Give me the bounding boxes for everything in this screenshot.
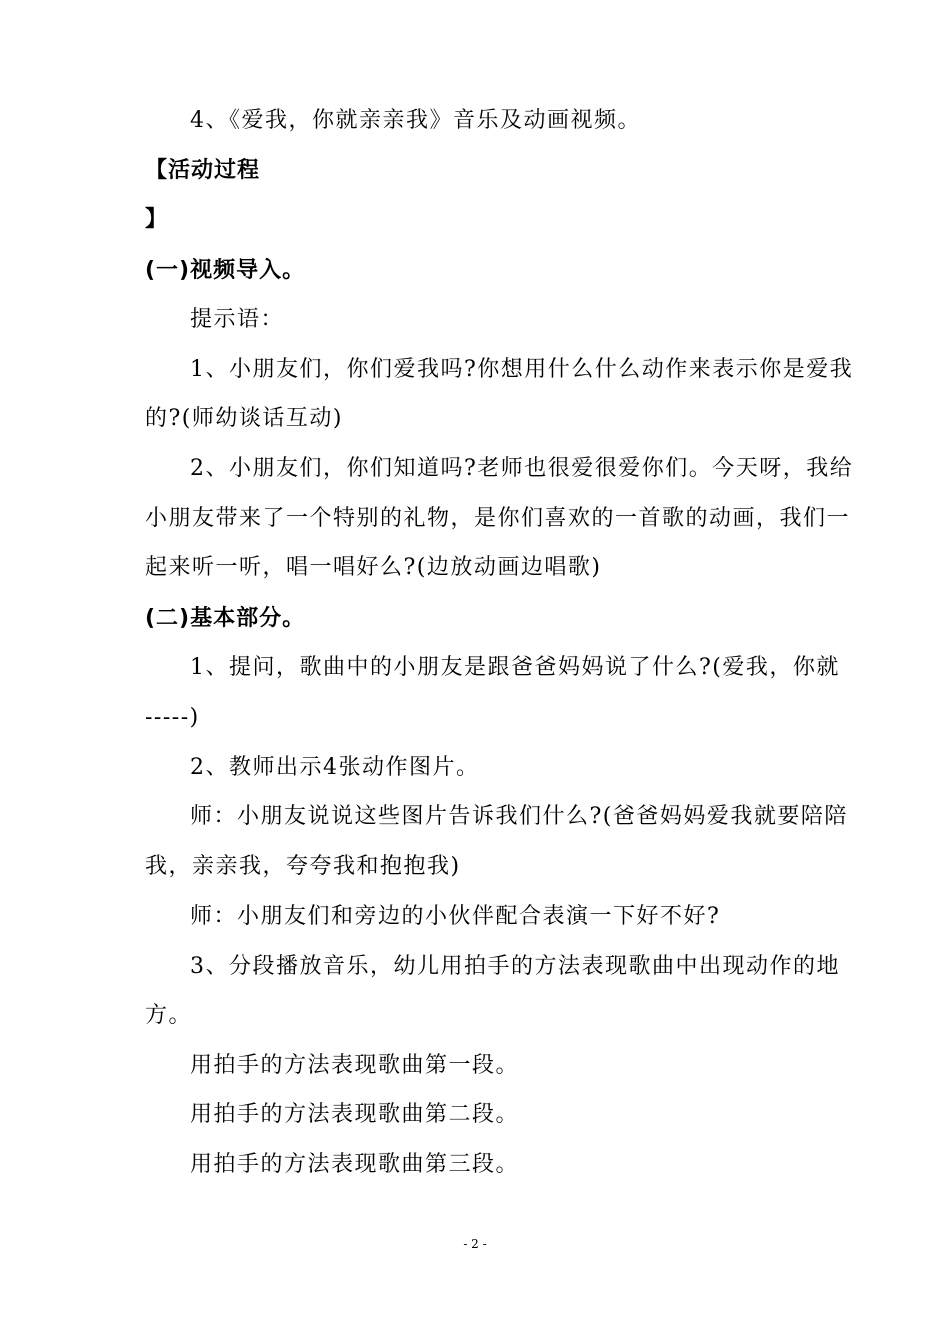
paragraph-line: 3、分段播放音乐，幼儿用拍手的方法表现歌曲中出现动作的地 xyxy=(190,954,840,979)
paragraph-line: 用拍手的方法表现歌曲第一段。 xyxy=(190,1053,520,1078)
paragraph-line: 起来听一听，唱一唱好么?(边放动画边唱歌) xyxy=(145,555,602,580)
paragraph-line: 2、教师出示4张动作图片。 xyxy=(190,755,480,780)
paragraph-line: 方。 xyxy=(145,1003,193,1028)
paragraph-line: 2、小朋友们，你们知道吗?老师也很爱很爱你们。今天呀，我给 xyxy=(190,456,854,481)
subheading-basic-part: (二)基本部分。 xyxy=(145,606,306,631)
paragraph-line: 的?(师幼谈话互动) xyxy=(145,406,343,431)
paragraph-line: -----) xyxy=(145,705,200,730)
paragraph-line: 1、提问，歌曲中的小朋友是跟爸爸妈妈说了什么?(爱我，你就 xyxy=(190,655,840,680)
paragraph-prompt-label: 提示语： xyxy=(190,307,285,332)
page-number: - 2 - xyxy=(463,1237,487,1251)
paragraph-line: 师：小朋友们和旁边的小伙伴配合表演一下好不好? xyxy=(190,904,721,929)
materials-item-4: 4、《爱我，你就亲亲我》音乐及动画视频。 xyxy=(190,108,641,133)
paragraph-line: 小朋友带来了一个特别的礼物，是你们喜欢的一首歌的动画，我们一 xyxy=(145,506,851,531)
paragraph-line: 用拍手的方法表现歌曲第二段。 xyxy=(190,1102,520,1127)
subheading-video-intro: (一)视频导入。 xyxy=(145,258,306,283)
section-heading-activity-process: 【活动过程 xyxy=(145,158,261,183)
paragraph-line: 我，亲亲我，夸夸我和抱抱我) xyxy=(145,854,461,879)
paragraph-line: 用拍手的方法表现歌曲第三段。 xyxy=(190,1152,520,1177)
paragraph-line: 师：小朋友说说这些图片告诉我们什么?(爸爸妈妈爱我就要陪陪 xyxy=(190,804,848,829)
section-heading-bracket-close: 】 xyxy=(145,207,169,232)
paragraph-line: 1、小朋友们，你们爱我吗?你想用什么什么动作来表示你是爱我 xyxy=(190,357,854,382)
